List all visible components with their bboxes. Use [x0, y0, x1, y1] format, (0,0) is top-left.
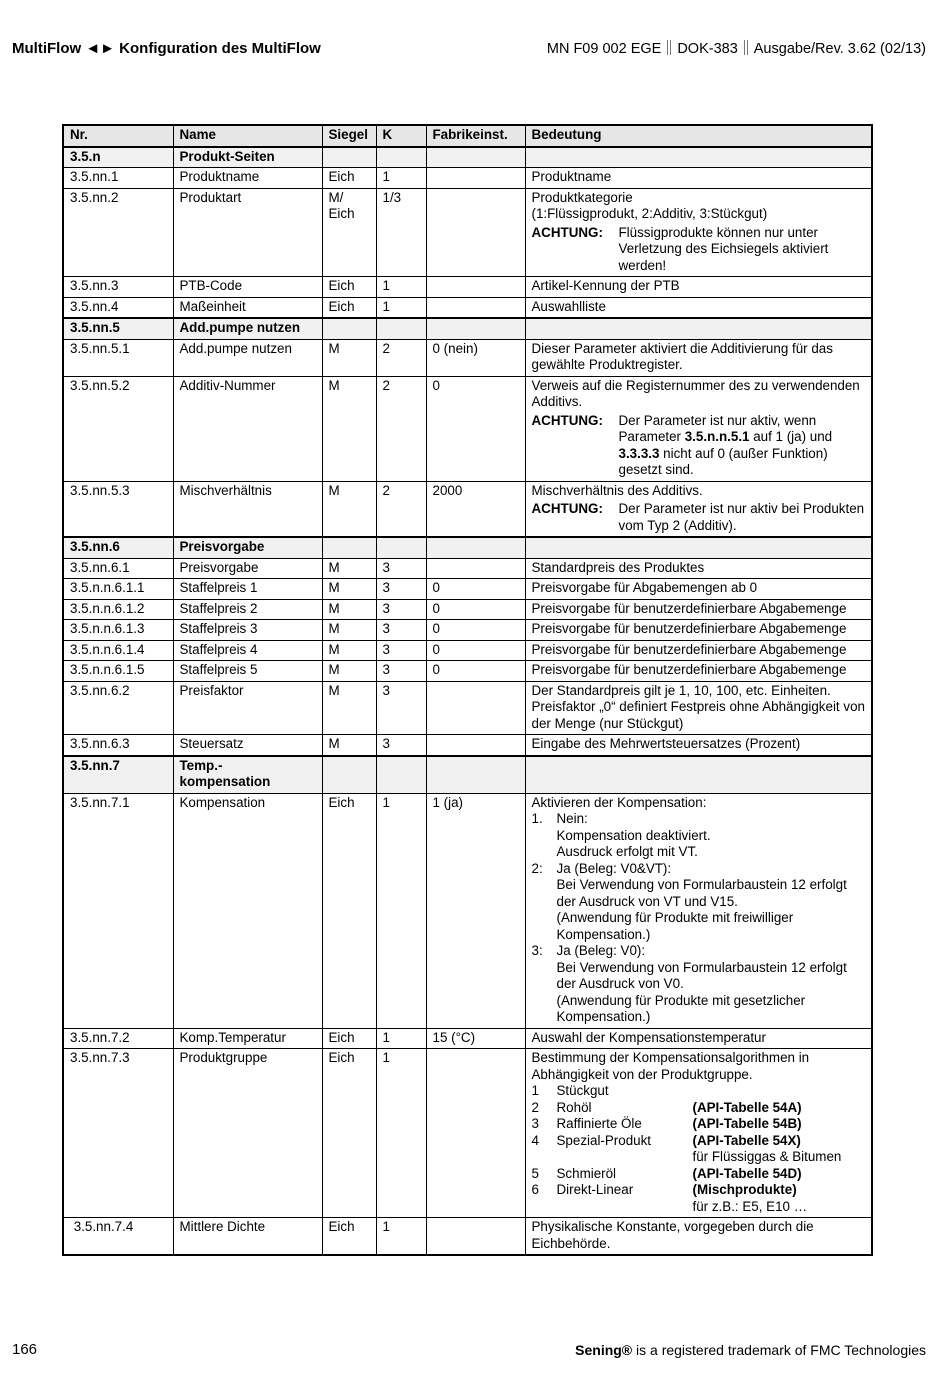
cell-fab: 1 (ja) — [426, 793, 525, 1028]
cell-fab — [426, 735, 525, 756]
cell-bed: Produktkategorie (1:Flüssigprodukt, 2:Additiv, 3:Stückgut) ACHTUNG: Flüssigprodukte können nur unter Verletzung des Eichsiegels aktiviert werden! — [525, 188, 872, 277]
cell-name: Produktname — [173, 168, 322, 189]
cell-name: Maßeinheit — [173, 297, 322, 318]
table-row — [63, 376, 872, 481]
cell-bed: Standardpreis des Produktes — [525, 558, 872, 579]
cell-nr: 3.5.nn.2 — [63, 188, 173, 277]
parameter-table — [62, 124, 873, 1256]
cell-k: 1 — [376, 793, 426, 1028]
cell-nr: 3.5.nn.7 — [63, 756, 173, 794]
cell-name: Steuersatz — [173, 735, 322, 756]
table-row — [63, 620, 872, 641]
table-row — [63, 1049, 872, 1218]
product-group-item: 6 Direkt-Linear (Mischprodukte) — [531, 1182, 797, 1197]
cell-nr: 3.5.nn.3 — [63, 277, 173, 298]
column-header: Bedeutung — [525, 125, 872, 147]
cell-fab: 0 — [426, 661, 525, 682]
cell-siegel: M — [322, 558, 376, 579]
page-number: 166 — [12, 1341, 38, 1358]
list-item: 2: Ja (Beleg: V0&VT): — [531, 860, 672, 876]
product-group-item: 1 Stückgut — [531, 1083, 609, 1098]
cell-name: Staffelpreis 5 — [173, 661, 322, 682]
table-row — [63, 1218, 872, 1256]
product-group-item: 4 Spezial-Produkt (API-Tabelle 54X) — [531, 1132, 801, 1148]
warning-note: ACHTUNG: Der Parameter ist nur aktiv bei Produkten vom Typ 2 (Additiv). — [531, 501, 865, 533]
cell-siegel: M — [322, 661, 376, 682]
cell-name: Temp.- kompensation — [173, 756, 322, 794]
separator — [667, 40, 671, 55]
cell-name: Kompensation — [173, 793, 322, 1028]
cell-nr: 3.5.n.n.6.1.1 — [63, 579, 173, 600]
cell-bed: Mischverhältnis des Additivs. ACHTUNG: Der Parameter ist nur aktiv bei Produkten vom Typ 2 (Additiv). — [525, 481, 872, 537]
warning-note: ACHTUNG: Der Parameter ist nur aktiv, wenn Parameter 3.5.n.n.5.1 auf 1 (ja) und 3.3.3.3 nicht auf 0 (außer Funktion) gesetzt sind. — [531, 412, 833, 477]
cell-nr: 3.5.nn.6.1 — [63, 558, 173, 579]
cell-siegel: M — [322, 481, 376, 537]
cell-k: 1 — [376, 1028, 426, 1049]
cell-bed: Bestimmung der Kompensationsalgorithmen in Abhängigkeit von der Produktgruppe. 1 Stückgut 2 Rohöl (API-Tabelle 54A) 3 Raffinierte Öle (API-Tabelle 54B) 4 Spezial-Produkt (API-Tabelle 54X) für Flüssiggas & Bitumen 5 Schmieröl (API-Tabelle 54D) 6 Direkt-Linear (Mischprodukte) für z.B.: E5, E10 … — [525, 1049, 872, 1218]
cell-siegel: M — [322, 376, 376, 481]
cell-fab: 2000 — [426, 481, 525, 537]
column-header: K — [376, 125, 426, 147]
cell-siegel: M — [322, 681, 376, 735]
cell-k: 3 — [376, 735, 426, 756]
cell-siegel: Eich — [322, 1218, 376, 1256]
cell-fab: 0 — [426, 376, 525, 481]
cell-bed: Der Standardpreis gilt je 1, 10, 100, etc. Einheiten. Preisfaktor „0“ definiert Festpreis ohne Abhängigkeit von der Menge (nur Stückgut) — [525, 681, 872, 735]
cell-name: Komp.Temperatur — [173, 1028, 322, 1049]
table-row — [63, 558, 872, 579]
cell-bed: Aktivieren der Kompensation: 1. Nein: Kompensation deaktiviert. Ausdruck erfolgt mit VT. 2: Ja (Beleg: V0&VT): Bei Verwendung von Formularbaustein 12 erfolgt der Ausdruck von VT und V15. (Anwendung für Produkte mit freiwilliger Kompensation.) 3: Ja (Beleg: V0): Bei Verwendung von Formularbaustein 12 erfolgt der Ausdruck von V0. (Anwendung für Produkte mit gesetzlicher Kompensation.) — [525, 793, 872, 1028]
cell-k: 1 — [376, 277, 426, 298]
cell-siegel: M — [322, 579, 376, 600]
column-header: Siegel — [322, 125, 376, 147]
cell-siegel: Eich — [322, 168, 376, 189]
cell-bed: Preisvorgabe für benutzerdefinierbare Abgabemenge — [525, 620, 872, 641]
product-group-item: 3 Raffinierte Öle (API-Tabelle 54B) — [531, 1116, 802, 1131]
cell-siegel: Eich — [322, 297, 376, 318]
cell-nr: 3.5.nn.5 — [63, 318, 173, 339]
cell-name: Staffelpreis 3 — [173, 620, 322, 641]
cell-bed: Dieser Parameter aktiviert die Additivierung für das gewählte Produktregister. — [525, 339, 872, 376]
footer-trademark: Sening® is a registered trademark of FMC Technologies — [575, 1342, 926, 1358]
cell-k: 3 — [376, 599, 426, 620]
cell-name: PTB-Code — [173, 277, 322, 298]
cell-siegel: M — [322, 339, 376, 376]
cell-nr: 3.5.nn.7.1 — [63, 793, 173, 1028]
cell-name: Additiv-Nummer — [173, 376, 322, 481]
warning-note: ACHTUNG: Flüssigprodukte können nur unter Verletzung des Eichsiegels aktiviert werden! — [531, 224, 829, 273]
cell-nr: 3.5.nn.6 — [63, 537, 173, 558]
cell-siegel: M/ Eich — [322, 188, 376, 277]
cell-name: Preisvorgabe — [173, 558, 322, 579]
cell-nr: 3.5.nn.7.2 — [63, 1028, 173, 1049]
cell-fab — [426, 277, 525, 298]
cell-fab: 0 (nein) — [426, 339, 525, 376]
revision: Ausgabe/Rev. 3.62 (02/13) — [753, 41, 926, 57]
cell-k: 3 — [376, 640, 426, 661]
cell-bed: Eingabe des Mehrwertsteuersatzes (Prozent) — [525, 735, 872, 756]
table-row — [63, 481, 872, 537]
cell-name: Produkt-Seiten — [173, 147, 322, 168]
cell-name: Produktart — [173, 188, 322, 277]
cell-nr: 3.5.nn.4 — [63, 297, 173, 318]
cell-bed: Artikel-Kennung der PTB — [525, 277, 872, 298]
section-row — [63, 318, 872, 339]
cell-name: Produktgruppe — [173, 1049, 322, 1218]
cell-fab: 0 — [426, 620, 525, 641]
cell-fab — [426, 681, 525, 735]
cell-k: 2 — [376, 481, 426, 537]
table-row — [63, 793, 872, 1028]
cell-fab — [426, 297, 525, 318]
list-item: 1. Nein: — [531, 811, 588, 826]
cell-k: 3 — [376, 558, 426, 579]
table-row — [63, 681, 872, 735]
cell-fab — [426, 168, 525, 189]
header-title: MultiFlow ◄► Konfiguration des MultiFlow — [12, 40, 321, 57]
table-row — [63, 297, 872, 318]
cell-bed: Preisvorgabe für benutzerdefinierbare Abgabemenge — [525, 661, 872, 682]
cell-bed: Auswahlliste — [525, 297, 872, 318]
cell-k: 1 — [376, 1218, 426, 1256]
cell-nr: 3.5.nn.6.3 — [63, 735, 173, 756]
cell-siegel: M — [322, 599, 376, 620]
column-header: Nr. — [63, 125, 173, 147]
cell-k: 2 — [376, 376, 426, 481]
cell-k: 2 — [376, 339, 426, 376]
cell-name: Staffelpreis 4 — [173, 640, 322, 661]
cell-bed: Preisvorgabe für benutzerdefinierbare Abgabemenge — [525, 599, 872, 620]
cell-nr: 3.5.nn.5.3 — [63, 481, 173, 537]
column-header: Name — [173, 125, 322, 147]
cell-nr: 3.5.nn.6.2 — [63, 681, 173, 735]
cell-siegel: Eich — [322, 1028, 376, 1049]
cell-nr: 3.5.nn.5.2 — [63, 376, 173, 481]
cell-nr: 3.5.n.n.6.1.2 — [63, 599, 173, 620]
cell-siegel: Eich — [322, 1049, 376, 1218]
cell-k: 1/3 — [376, 188, 426, 277]
cell-nr: 3.5.nn.1 — [63, 168, 173, 189]
table-row — [63, 661, 872, 682]
cell-name: Preisvorgabe — [173, 537, 322, 558]
cell-nr: 3.5.n.n.6.1.3 — [63, 620, 173, 641]
header-doc-info — [547, 40, 926, 57]
section-row — [63, 147, 872, 168]
product-group-item: 5 Schmieröl (API-Tabelle 54D) — [531, 1165, 802, 1181]
separator — [744, 40, 748, 55]
cell-siegel: M — [322, 735, 376, 756]
cell-fab: 0 — [426, 640, 525, 661]
table-row — [63, 735, 872, 756]
cell-bed: Physikalische Konstante, vorgegeben durch die Eichbehörde. — [525, 1218, 872, 1256]
cell-fab — [426, 1049, 525, 1218]
table-row — [63, 168, 872, 189]
cell-siegel: Eich — [322, 277, 376, 298]
dok-number: DOK-383 — [677, 41, 738, 57]
table-row — [63, 640, 872, 661]
cell-name: Mischverhältnis — [173, 481, 322, 537]
cell-fab: 0 — [426, 599, 525, 620]
cell-k: 1 — [376, 1049, 426, 1218]
column-header: Fabrikeinst. — [426, 125, 525, 147]
table-row — [63, 599, 872, 620]
cell-siegel: M — [322, 640, 376, 661]
cell-bed: Auswahl der Kompensationstemperatur — [525, 1028, 872, 1049]
table-row — [63, 277, 872, 298]
cell-name: Add.pumpe nutzen — [173, 318, 322, 339]
cell-fab: 0 — [426, 579, 525, 600]
cell-name: Preisfaktor — [173, 681, 322, 735]
list-item: 3: Ja (Beleg: V0): — [531, 943, 646, 958]
cell-nr: 3.5.n.n.6.1.4 — [63, 640, 173, 661]
section-row — [63, 756, 872, 794]
cell-nr: 3.5.nn.7.4 — [63, 1218, 173, 1256]
cell-k: 1 — [376, 297, 426, 318]
cell-name: Mittlere Dichte — [173, 1218, 322, 1256]
cell-k: 3 — [376, 579, 426, 600]
cell-k: 3 — [376, 681, 426, 735]
cell-k: 3 — [376, 620, 426, 641]
product-group-item: 2 Rohöl (API-Tabelle 54A) — [531, 1099, 802, 1115]
cell-nr: 3.5.n — [63, 147, 173, 168]
cell-siegel: Eich — [322, 793, 376, 1028]
cell-fab — [426, 188, 525, 277]
table-row — [63, 339, 872, 376]
table-row — [63, 1028, 872, 1049]
cell-k: 3 — [376, 661, 426, 682]
cell-bed: Preisvorgabe für Abgabemengen ab 0 — [525, 579, 872, 600]
cell-siegel: M — [322, 620, 376, 641]
cell-fab — [426, 1218, 525, 1256]
doc-number: MN F09 002 EGE — [546, 41, 662, 57]
cell-nr: 3.5.nn.5.1 — [63, 339, 173, 376]
cell-bed: Verweis auf die Registernummer des zu verwendenden Additivs. ACHTUNG: Der Parameter ist nur aktiv, wenn Parameter 3.5.n.n.5.1 auf 1 (ja) und 3.3.3.3 nicht auf 0 (außer Funktion) gesetzt sind. — [525, 376, 872, 481]
cell-name: Add.pumpe nutzen — [173, 339, 322, 376]
cell-bed: Produktname — [525, 168, 872, 189]
cell-k: 1 — [376, 168, 426, 189]
cell-bed: Preisvorgabe für benutzerdefinierbare Abgabemenge — [525, 640, 872, 661]
cell-fab — [426, 558, 525, 579]
cell-nr: 3.5.n.n.6.1.5 — [63, 661, 173, 682]
table-row — [63, 188, 872, 277]
cell-name: Staffelpreis 1 — [173, 579, 322, 600]
section-row — [63, 537, 872, 558]
cell-nr: 3.5.nn.7.3 — [63, 1049, 173, 1218]
cell-fab: 15 (°C) — [426, 1028, 525, 1049]
table-header-row — [63, 125, 872, 147]
cell-name: Staffelpreis 2 — [173, 599, 322, 620]
table-row — [63, 579, 872, 600]
